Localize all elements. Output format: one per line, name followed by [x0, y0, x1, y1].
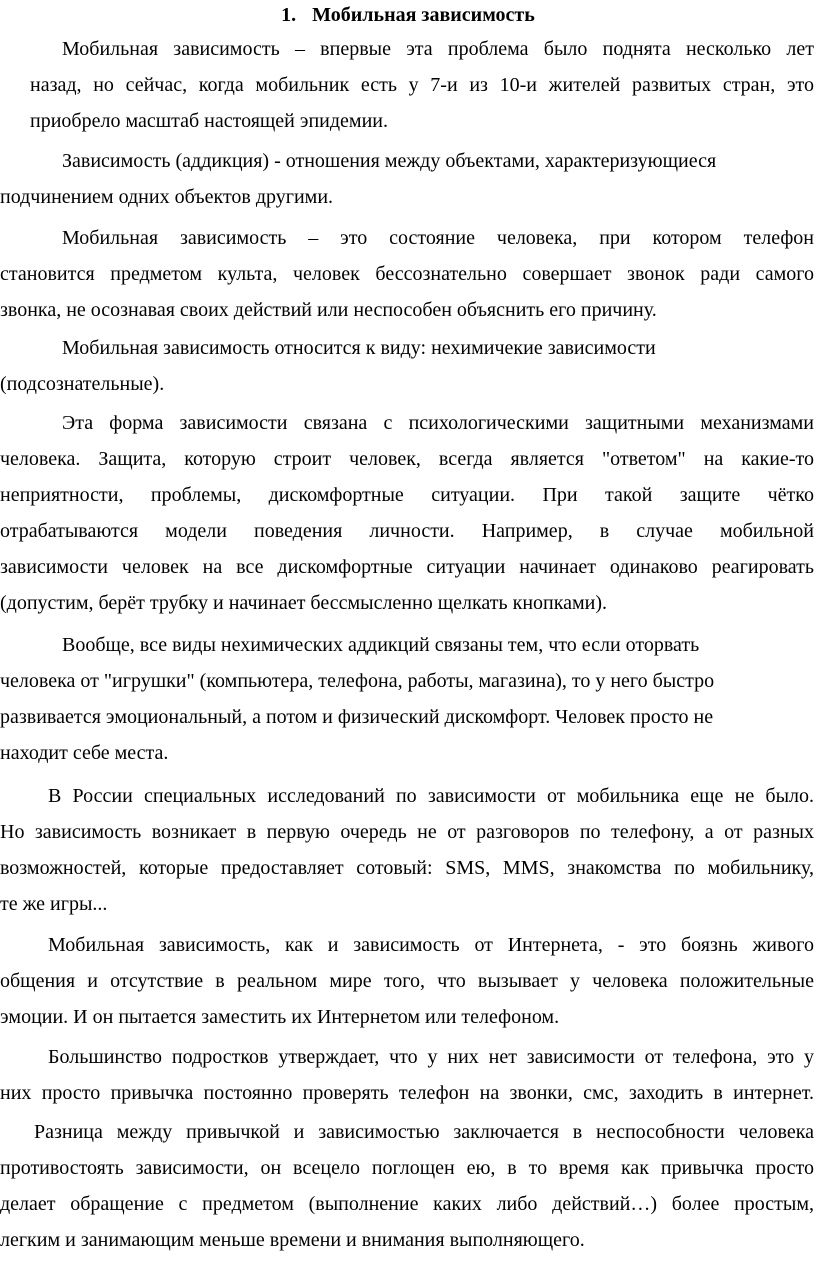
text-line: Мобильная зависимость, как и зависимость от Интернета, - это боязнь живого: [48, 934, 814, 956]
section-number: 1.: [281, 4, 297, 26]
text-line: находит себе места.: [0, 742, 169, 764]
text-line: отрабатываются модели поведения личности. Например, в случае мобильной: [0, 520, 814, 542]
text-line: зависимости человек на все дискомфортные ситуации начинает одинаково реагировать: [0, 556, 814, 578]
text-line: общения и отсутствие в реальном мире того, что вызывает у человека положительные: [0, 970, 814, 992]
text-line: эмоции. И он пытается заместить их Интернетом или телефоном.: [0, 1006, 560, 1028]
section-title: Мобильная зависимость: [312, 4, 535, 26]
section-heading: [0, 2, 816, 28]
text-line: (подсознательные).: [0, 373, 165, 395]
text-line: В России специальных исследований по зависимости от мобильника еще не было.: [48, 785, 814, 807]
paragraph: [0, 31, 816, 139]
text-line: Мобильная зависимость – это состояние человека, при котором телефон: [62, 227, 814, 249]
text-line: Мобильная зависимость – впервые эта проблема было поднята несколько лет: [62, 38, 814, 60]
text-line: Вообще, все виды нехимических аддикций связаны тем, что если оторвать: [62, 634, 700, 656]
text-line: (допустим, берёт трубку и начинает бессмысленно щелкать кнопками).: [0, 592, 608, 614]
text-line: становится предметом культа, человек бессознательно совершает звонок ради самого: [0, 263, 814, 285]
text-line: возможностей, которые предоставляет сотовый: SMS, MMS, знакомства по мобильнику,: [0, 857, 814, 879]
text-line: них просто привычка постоянно проверять телефон на звонки, смс, заходить в интернет.: [0, 1082, 814, 1104]
paragraph: [0, 143, 816, 215]
text-line: Эта форма зависимости связана с психологическими защитными механизмами: [62, 412, 814, 434]
text-line: подчинением одних объектов другими.: [0, 186, 334, 208]
text-line: Разница между привычкой и зависимостью заключается в неспособности человека: [34, 1121, 814, 1143]
text-line: Большинство подростков утверждает, что у них нет зависимости от телефона, это у: [48, 1046, 814, 1068]
paragraph: [0, 220, 816, 328]
text-line: человека. Защита, которую строит человек, всегда является "ответом" на какие-то: [0, 448, 814, 470]
paragraph: [0, 1114, 816, 1258]
text-line: звонка, не осознавая своих действий или неспособен объяснить его причину.: [0, 299, 657, 321]
paragraph: [0, 778, 816, 922]
text-line: развивается эмоциональный, а потом и физический дискомфорт. Человек просто не: [0, 706, 714, 728]
text-line: делает обращение с предметом (выполнение каких либо действий…) более простым,: [0, 1193, 814, 1215]
paragraph: [0, 330, 816, 402]
text-line: назад, но сейчас, когда мобильник есть у 7-и из 10-и жителей развитых стран, это: [30, 74, 814, 96]
text-line: Зависимость (аддикция) - отношения между объектами, характеризующиеся: [62, 150, 717, 172]
text-line: те же игры...: [0, 893, 108, 915]
text-line: неприятности, проблемы, дискомфортные ситуации. При такой защите чётко: [0, 484, 814, 506]
text-line: человека от "игрушки" (компьютера, телефона, работы, магазина), то у него быстро: [0, 670, 715, 692]
paragraph: [0, 627, 816, 771]
text-line: Но зависимость возникает в первую очередь не от разговоров по телефону, а от разных: [0, 821, 814, 843]
paragraph: [0, 1039, 816, 1111]
text-line: приобрело масштаб настоящей эпидемии.: [30, 110, 388, 132]
text-line: легким и занимающим меньше времени и внимания выполняющего.: [0, 1229, 585, 1251]
paragraph: [0, 405, 816, 621]
text-line: Мобильная зависимость относится к виду: нехимичекие зависимости: [62, 337, 656, 359]
paragraph: [0, 927, 816, 1035]
text-line: противостоять зависимости, он всецело поглощен ею, в то время как привычка просто: [0, 1157, 814, 1179]
